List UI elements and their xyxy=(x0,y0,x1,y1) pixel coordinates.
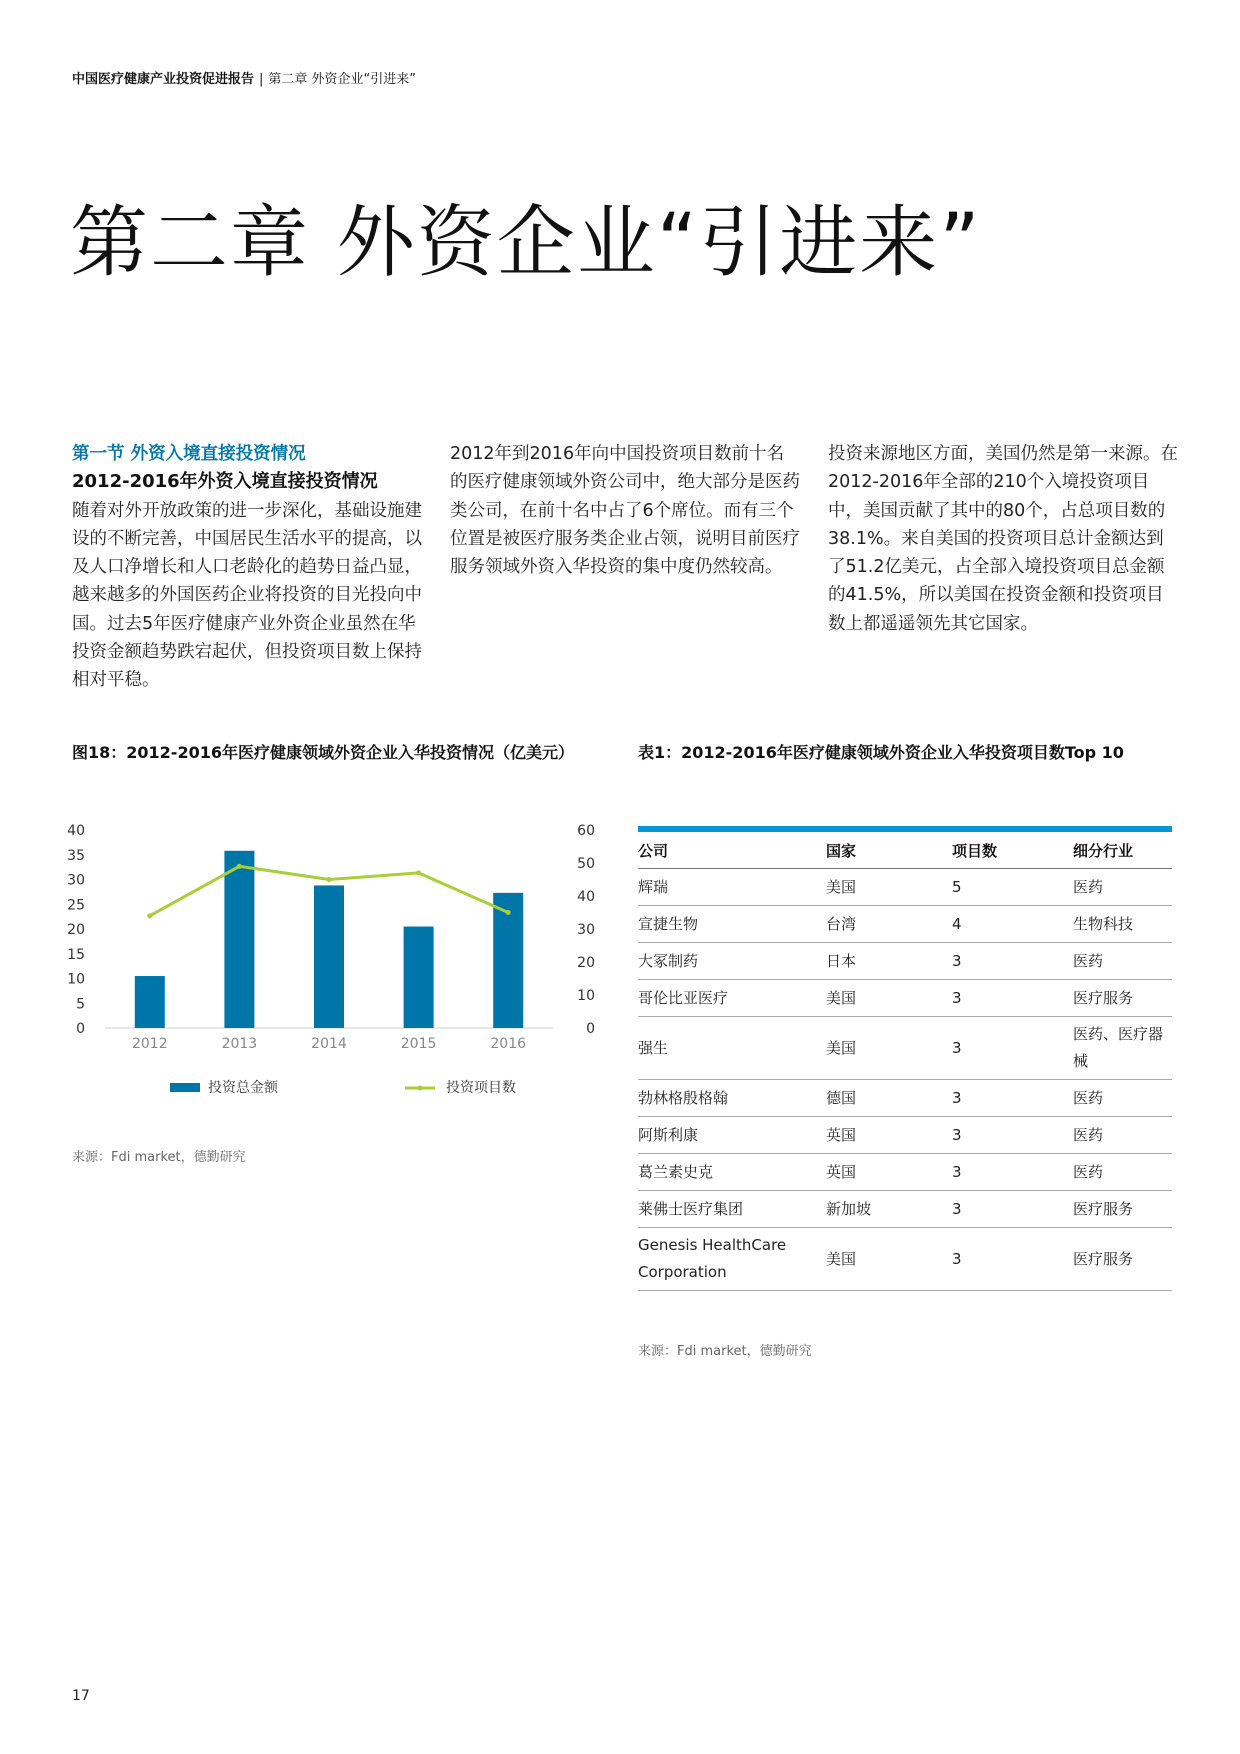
y-right-tick-label: 50 xyxy=(577,856,595,872)
y-right-tick-label: 0 xyxy=(586,1021,595,1037)
y-left-tick-label: 25 xyxy=(67,897,85,914)
y-left-tick-label: 15 xyxy=(67,946,85,963)
figure-title: 图18：2012-2016年医疗健康领域外资企业入华投资情况（亿美元） xyxy=(72,743,574,762)
table-header-row xyxy=(638,832,1172,869)
company-cell: 宣捷生物 xyxy=(638,906,826,943)
x-tick-label: 2016 xyxy=(490,1036,527,1052)
sector-cell: 医药 xyxy=(1073,1154,1172,1191)
sector-cell: 医药 xyxy=(1073,943,1172,980)
company-cell: 勃林格殷格翰 xyxy=(638,1080,826,1117)
bar xyxy=(224,851,254,1028)
company-cell: Genesis HealthCare Corporation xyxy=(638,1228,826,1291)
country-cell: 德国 xyxy=(826,1080,952,1117)
investment-chart xyxy=(60,820,620,1130)
y-left-tick-label: 40 xyxy=(67,823,85,839)
sector-cell: 医药 xyxy=(1073,1117,1172,1154)
count-cell: 3 xyxy=(952,943,1073,980)
y-left-tick-label: 0 xyxy=(76,1021,85,1037)
sector-cell: 医药、医疗器械 xyxy=(1073,1017,1172,1080)
sector-cell: 医药 xyxy=(1073,869,1172,906)
country-cell: 英国 xyxy=(826,1117,952,1154)
count-cell: 3 xyxy=(952,1017,1073,1080)
count-cell: 3 xyxy=(952,1117,1073,1154)
header-company: 公司 xyxy=(638,832,826,869)
sector-cell: 医药 xyxy=(1073,1080,1172,1117)
count-cell: 3 xyxy=(952,1080,1073,1117)
sector-cell: 生物科技 xyxy=(1073,906,1172,943)
body-paragraph: 2012年到2016年向中国投资项目数前十名的医疗健康领域外资公司中，绝大部分是医药类公司，在前十名中占了6个席位。而有三个位置是被医疗服务类企业占领，说明目前医疗服务领域外资入华投资的集中度仍然较高。 xyxy=(450,444,800,578)
y-right-tick-label: 40 xyxy=(577,889,595,905)
y-left-tick-label: 35 xyxy=(67,847,85,864)
line-point xyxy=(237,864,242,869)
y-right-tick-label: 60 xyxy=(577,823,595,839)
company-cell: 葛兰素史克 xyxy=(638,1154,826,1191)
page-number: 17 xyxy=(72,1688,90,1704)
count-cell: 3 xyxy=(952,1191,1073,1228)
table-row xyxy=(638,869,1172,906)
y-left-tick-label: 20 xyxy=(67,922,85,938)
table-row xyxy=(638,1228,1172,1291)
country-cell: 新加坡 xyxy=(826,1191,952,1228)
sector-cell: 医疗服务 xyxy=(1073,980,1172,1017)
section-heading: 第一节 外资入境直接投资情况 xyxy=(72,444,306,464)
count-cell: 3 xyxy=(952,1228,1073,1291)
text-column-3 xyxy=(828,440,1178,638)
table-title: 表1：2012-2016年医疗健康领域外资企业入华投资项目数Top 10 xyxy=(638,743,1124,762)
header-separator: | xyxy=(259,72,264,87)
bar xyxy=(404,927,434,1028)
x-tick-label: 2014 xyxy=(311,1036,347,1052)
table-row xyxy=(638,1154,1172,1191)
table-row xyxy=(638,980,1172,1017)
line-point xyxy=(327,877,332,882)
country-cell: 日本 xyxy=(826,943,952,980)
country-cell: 英国 xyxy=(826,1154,952,1191)
country-cell: 美国 xyxy=(826,869,952,906)
body-paragraph: 投资来源地区方面，美国仍然是第一来源。在2012-2016年全部的210个入境投资项目中，美国贡献了其中的80个，占总项目数的38.1%。来自美国的投资项目总计金额达到了51.2亿美元，占全部入境投资项目总金额的41.5%，所以美国在投资金额和投资项目数上都遥遥领先其它国家。 xyxy=(828,444,1178,634)
company-cell: 阿斯利康 xyxy=(638,1117,826,1154)
header-project-count: 项目数 xyxy=(952,832,1073,869)
company-cell: 强生 xyxy=(638,1017,826,1080)
table-row xyxy=(638,906,1172,943)
sector-cell: 医疗服务 xyxy=(1073,1228,1172,1291)
table-row xyxy=(638,1117,1172,1154)
company-cell: 哥伦比亚医疗 xyxy=(638,980,826,1017)
header-chapter: 第二章 外资企业“引进来” xyxy=(268,72,417,87)
figure-source: 来源：Fdi market，德勤研究 xyxy=(72,1150,246,1165)
table-row xyxy=(638,1080,1172,1117)
table-row xyxy=(638,943,1172,980)
header-country: 国家 xyxy=(826,832,952,869)
bar xyxy=(135,976,165,1028)
top10-table xyxy=(638,826,1172,1291)
line-point xyxy=(506,910,511,915)
text-column-1 xyxy=(72,440,422,695)
text-column-2 xyxy=(450,440,800,581)
legend-swatch-bar xyxy=(170,1083,200,1092)
country-cell: 美国 xyxy=(826,980,952,1017)
company-cell: 大冢制药 xyxy=(638,943,826,980)
table-source: 来源：Fdi market，德勤研究 xyxy=(638,1344,812,1359)
table-row xyxy=(638,1017,1172,1080)
count-cell: 3 xyxy=(952,980,1073,1017)
y-left-tick-label: 30 xyxy=(67,872,85,889)
legend-swatch-point xyxy=(418,1086,423,1091)
legend-label: 投资项目数 xyxy=(446,1080,516,1096)
y-right-tick-label: 30 xyxy=(577,922,595,938)
count-cell: 4 xyxy=(952,906,1073,943)
body-paragraph: 随着对外开放政策的进一步深化，基础设施建设的不断完善，中国居民生活水平的提高，以及人口净增长和人口老龄化的趋势日益凸显，越来越多的外国医药企业将投资的目光投向中国。过去5年医疗健康产业外资企业虽然在华投资金额趋势跌宕起伏，但投资项目数上保持相对平稳。 xyxy=(72,500,422,691)
page-title: 第二章 外资企业“引进来” xyxy=(70,198,982,288)
sector-cell: 医疗服务 xyxy=(1073,1191,1172,1228)
table-row xyxy=(638,1191,1172,1228)
y-right-tick-label: 20 xyxy=(577,955,595,971)
x-tick-label: 2015 xyxy=(400,1036,437,1052)
header-sector: 细分行业 xyxy=(1073,832,1172,869)
legend-label: 投资总金额 xyxy=(208,1080,278,1096)
count-cell: 3 xyxy=(952,1154,1073,1191)
x-tick-label: 2012 xyxy=(131,1036,168,1052)
country-cell: 台湾 xyxy=(826,906,952,943)
y-left-tick-label: 10 xyxy=(67,971,85,988)
bar xyxy=(314,885,344,1028)
line-point xyxy=(147,913,152,918)
company-cell: 辉瑞 xyxy=(638,869,826,906)
y-left-tick-label: 5 xyxy=(76,996,85,1013)
count-cell: 5 xyxy=(952,869,1073,906)
company-cell: 莱佛士医疗集团 xyxy=(638,1191,826,1228)
running-header xyxy=(72,68,416,87)
subheading: 2012-2016年外资入境直接投资情况 xyxy=(72,471,378,493)
country-cell: 美国 xyxy=(826,1017,952,1080)
x-tick-label: 2013 xyxy=(221,1036,258,1052)
y-right-tick-label: 10 xyxy=(577,988,595,1004)
line-point xyxy=(416,870,421,875)
report-title: 中国医疗健康产业投资促进报告 xyxy=(72,72,255,87)
country-cell: 美国 xyxy=(826,1228,952,1291)
